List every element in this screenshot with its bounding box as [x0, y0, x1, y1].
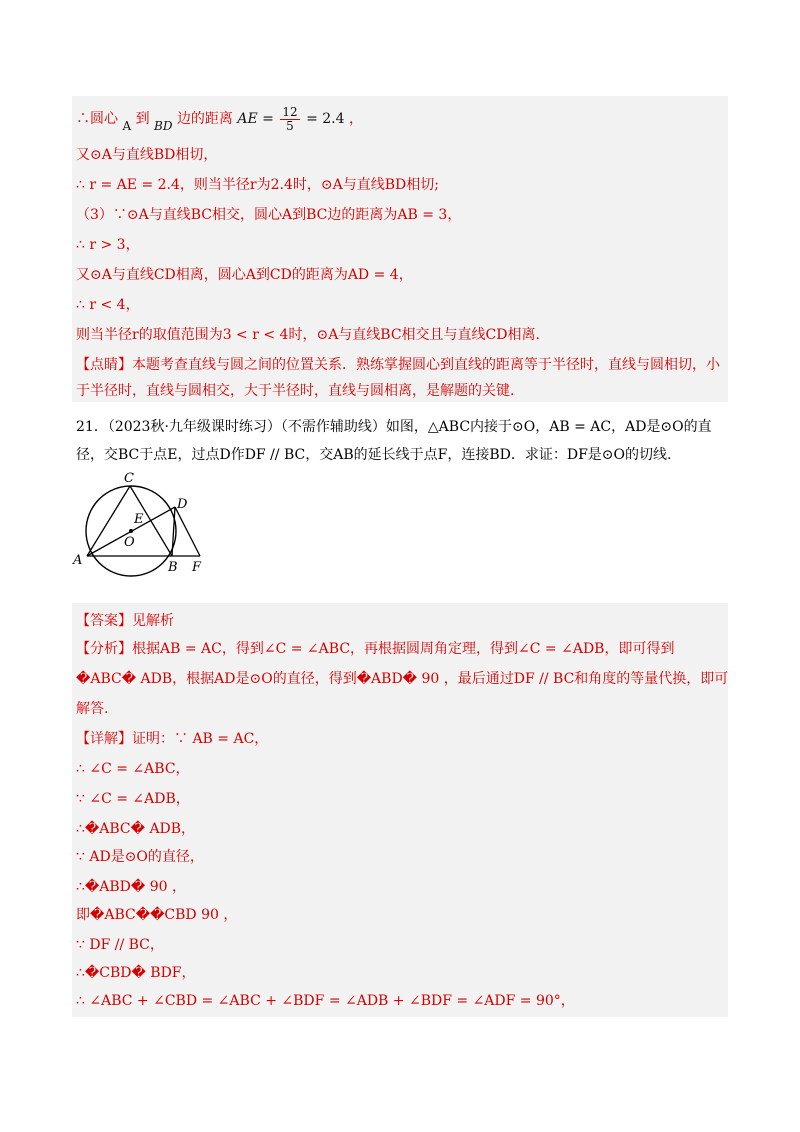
answer-panel-bottom — [72, 603, 728, 1017]
detail-line-10: ∴ ∠ABC + ∠CBD = ∠ABC + ∠BDF = ∠ADB + ∠BDF = ∠ADF = 90°， — [76, 993, 575, 1009]
question-21-line-1: 21．（2023秋·九年级课时练习）（不需作辅助线）如图，△ABC内接于⊙O，AB = AC，AD是⊙O的直 — [76, 419, 712, 435]
label-d: D — [177, 497, 188, 512]
detail-line-8: ∵ DF // BC， — [76, 937, 164, 953]
detail-line-9: ∴�CBD� BDF， — [76, 965, 196, 981]
line-r-lt-4: ∴ r < 4， — [76, 297, 140, 313]
analysis-line-1: 【分析】根据AB = AC，得到∠C = ∠ABC，再根据圆周角定理，得到∠C = ∠ADB，即可得到 — [76, 641, 675, 657]
point-a-label: A — [122, 119, 132, 133]
answer-label: 【答案】见解析 — [76, 613, 174, 629]
center-point-o — [129, 529, 133, 533]
math-ae: AE = — [237, 111, 274, 127]
label-c: C — [124, 471, 134, 486]
line-part3-intersect: （3）∵⊙A与直线BC相交，圆心A到BC边的距离为AB = 3， — [76, 207, 462, 223]
text-fragment: 边的距离 — [176, 111, 233, 127]
line-r-gt-3: ∴ r > 3， — [76, 237, 140, 253]
label-f: F — [192, 560, 202, 575]
detail-line-7: 即�ABC��CBD 90 ， — [76, 907, 238, 923]
analysis-line-3: 解答. — [76, 701, 109, 717]
math-value: = 2.4 — [306, 111, 345, 127]
label-b: B — [168, 560, 178, 575]
line-range-conclusion: 则当半径r的取值范围为3 < r < 4时，⊙A与直线BC相交且与直线CD相离. — [76, 327, 540, 343]
segment-bd-label: BD — [154, 119, 173, 133]
detail-line-6: ∴�ABD� 90 ， — [76, 879, 186, 895]
text-fragment: ， — [349, 111, 363, 127]
geometry-figure — [72, 470, 222, 580]
line-radius-2-4: ∴ r = AE = 2.4，则当半径r为2.4时，⊙A与直线BD相切; — [76, 177, 439, 193]
detail-line-3: ∵ ∠C = ∠ADB， — [76, 791, 190, 807]
label-a: A — [73, 553, 83, 568]
fraction-denominator: 5 — [286, 118, 294, 133]
line-key-point-1: 【点睛】本题考查直线与圆之间的位置关系．熟练掌握圆心到直线的距离等于半径时，直线与圆相切，小 — [76, 357, 720, 373]
line-key-point-2: 于半径时，直线与圆相交，大于半径时，直线与圆相离，是解题的关键. — [76, 383, 515, 399]
detail-line-2: ∴ ∠C = ∠ABC， — [76, 761, 190, 777]
analysis-line-2: �ABC� ADB，根据AD是⊙O的直径，得到�ABD� 90 ，最后通过DF // BC和角度的等量代换，即可 — [76, 671, 729, 687]
text-fragment: 到 — [135, 111, 150, 127]
segment-df — [175, 507, 200, 556]
line-tangent-bd: 又⊙A与直线BD相切， — [76, 147, 218, 163]
line-distance-ae — [76, 104, 363, 134]
fraction-12-5 — [280, 106, 299, 133]
fraction-numerator: 12 — [282, 104, 298, 119]
text-fragment: ∴圆心 — [76, 111, 118, 127]
detail-line-5: ∵ AD是⊙O的直径， — [76, 849, 204, 865]
question-21-line-2: 径，交BC于点E，过点D作DF // BC，交AB的延长线于点F，连接BD．求证：DF是⊙O的切线. — [76, 447, 672, 463]
detail-line-1: 【详解】证明：∵ AB = AC， — [76, 731, 269, 747]
label-e: E — [134, 512, 144, 527]
label-o: O — [124, 535, 135, 550]
line-separate-cd: 又⊙A与直线CD相离，圆心A到CD的距离为AD = 4， — [76, 267, 413, 283]
detail-line-4: ∴�ABC� ADB， — [76, 821, 196, 837]
